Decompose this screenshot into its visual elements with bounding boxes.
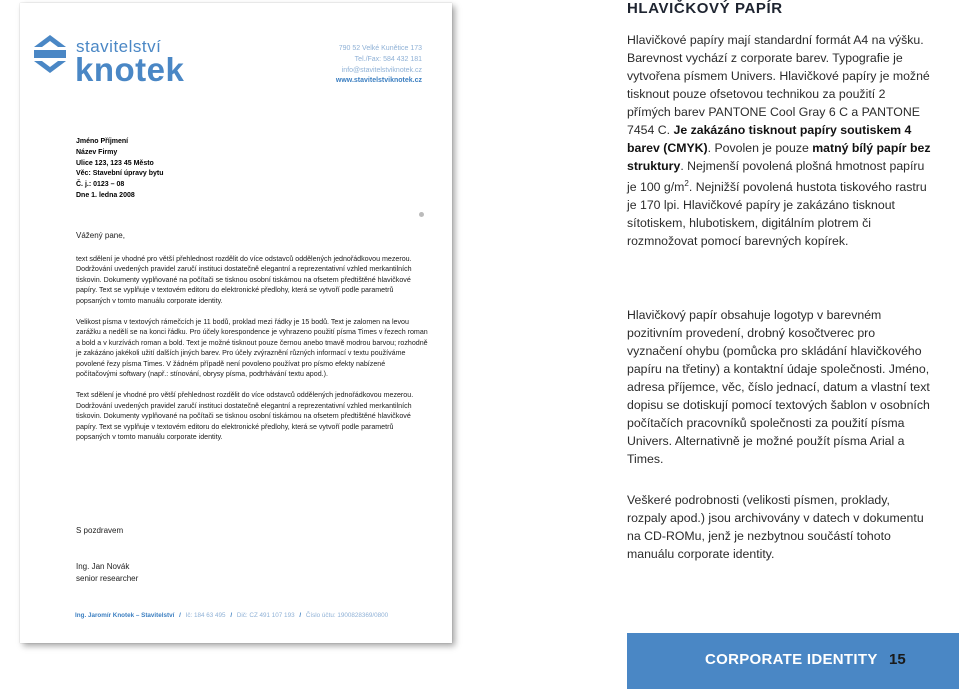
signature-block [76, 561, 138, 584]
page-number: 15 [889, 651, 906, 668]
signer-title: senior researcher [76, 573, 139, 583]
p1-text-f: . Nejnižší povolená hustota tiskového rastru je 170 lpi. Hlavičkové papíry je zakázáno tisknout sítotiskem, hlubotiskem, digitálním plotrem či rozmnožovat pomocí barevných kopírek. [627, 180, 927, 249]
description-paragraph-2: Hlavičkový papír obsahuje logotyp v barevném pozitivním provedení, drobný kosočtverec pro vyznačení ohybu (pomůcka pro skládání hlavičkového papíru na třetiny) a kontaktní údaje společnosti. Jméno, adresa příjemce, věc, číslo jednací, datum a vlastní text dopisu se dotiskují pomocí textových šablon v osobních počítačích pracovníků společnosti za použití písma Univers. Alternativně je možné použít písma Arial a Times. [627, 308, 930, 466]
footer-separator: / [299, 612, 302, 619]
contact-block [336, 44, 422, 87]
letterhead-footer [75, 612, 388, 619]
description-paragraph-3: Veškeré podrobnosti (velikosti písmen, proklady, rozpaly apod.) jsou archivovány v datech v dokumentu na CD-ROMu, jenž je nezbytnou součástí tohoto manuálu corporate identity. [627, 493, 924, 561]
recipient-address [76, 137, 164, 202]
recipient-street: Ulice 123, 123 45 Město [76, 159, 154, 167]
closing: S pozdravem [76, 526, 124, 535]
p1-text-e: . Nejmenší povolená plošná hmotnost papíru je 100 g/m [627, 159, 925, 195]
footer-dic: Dič: CZ 491 107 193 [236, 612, 295, 619]
signer-name: Ing. Jan Novák [76, 562, 130, 571]
logo-small-text: stavitelství [76, 37, 162, 56]
recipient-company: Název Firmy [76, 148, 118, 156]
letter-subject: Věc: Stavební úpravy bytu [76, 170, 164, 178]
p1-bold-cmyk: Je zakázáno tisknout papíry soutiskem 4 barev (CMYK) [627, 123, 912, 155]
footer-company: Ing. Jaromír Knotek – Stavitelství [75, 612, 175, 619]
contact-email: info@stavitelstviknotek.cz [341, 66, 422, 74]
footer-separator: / [179, 612, 181, 619]
footer-ico: Ič: 184 63 495 [185, 612, 226, 619]
salutation: Vážený pane, [76, 231, 125, 240]
logo-big-text: knotek [75, 51, 185, 88]
contact-address: 790 52 Velké Kunětice 173 [338, 45, 422, 52]
body-paragraph: Text sdělení je vhodné pro větší přehlednost rozdělit do více odstavců oddělených jednořádkovou mezerou. Dodržování uvedených pravidel zaručí instituci dostatečně elegantní a reprezentativní vzhled merkantilních tiskovin. Dokumenty vyplňované na počítači se tisknou osobní tiskárnou na ofsetem předtištěné hlavičkové papíry. Text se vyplňuje v textovém editoru do elektronické předlohy, která se vytvoří podle parametrů popsaných v tomto manuálu corporate identity. [76, 391, 414, 442]
page-title: HLAVIČKOVÝ PAPÍR [627, 0, 783, 17]
contact-phone: Tel./Fax: 584 432 181 [354, 55, 422, 63]
body-paragraph: text sdělení je vhodné pro větší přehlednost rozdělit do více odstavců oddělených jednořádkovou mezerou. Dodržování uvedených pravidel zaručí instituci dostatečně elegantní a reprezentativní vzhled merkantilních tiskovin. Dokumenty vyplňované na počítači se tisknou osobní tiskárnou na ofsetem předtištěné hlavičkové papíry. Text se vyplňuje v textovém editoru do elektronické předlohy, která se vytvoří podle parametrů popsaných v tomto manuálu corporate identity. [76, 255, 412, 305]
letter-body [76, 254, 428, 454]
footer-separator: / [230, 612, 233, 619]
banner-label: CORPORATE IDENTITY [705, 651, 878, 668]
p1-bold-paper: matný bílý papír bez struktury [627, 141, 931, 173]
letterhead-sample [20, 3, 452, 643]
p1-superscript: 2 [684, 179, 689, 188]
letter-date: Dne 1. ledna 2008 [76, 191, 135, 199]
description-paragraph-1 [627, 31, 932, 250]
fold-mark-icon [419, 212, 424, 217]
body-paragraph: Velikost písma v textových rámečcích je 11 bodů, proklad mezi řádky je 15 bodů. Text je zalomen na levou zarážku a nedělí se na konci řádku. Pro účely korespondence je vyhrazeno použití písma Times v řezech roman a bold a v kurzívách roman a bold. Text je možné tisknout pouze černou anebo tmavě modrou barvou; rozhodně je zakázáno jakékoli užití dalších jiných barev. Pro účely zvýraznění různých informací v textu používáme povolené řezy písma Times. V žádném případě není povoleno používat pro písmo efekty nabízené počítačovými softwary (např.: stínování, obrysy písma, podtrhávání textu apod.). [76, 318, 428, 379]
p1-text-a: Hlavičkové papíry mají standardní formát A4 na výšku. Barevnost vychází z corporate barev. Typografie je vytvořena písmem Univers. Hlavičkové papíry je možné tisknout pouze ofsetovou technikou za použití 2 přímých barev PANTONE Cool Gray 6 C a PANTONE 7454 C. [627, 33, 930, 137]
reference-number: Č. j.: 0123 – 08 [76, 181, 125, 189]
logo-mark-icon [32, 35, 68, 73]
footer-account: Číslo účtu: 1900828369/0800 [305, 612, 389, 619]
p1-text-c: . Povolen je pouze [707, 141, 809, 155]
company-logo [32, 33, 212, 93]
recipient-name: Jméno Příjmení [76, 138, 129, 145]
contact-web: www.stavitelstviknotek.cz [335, 77, 422, 85]
